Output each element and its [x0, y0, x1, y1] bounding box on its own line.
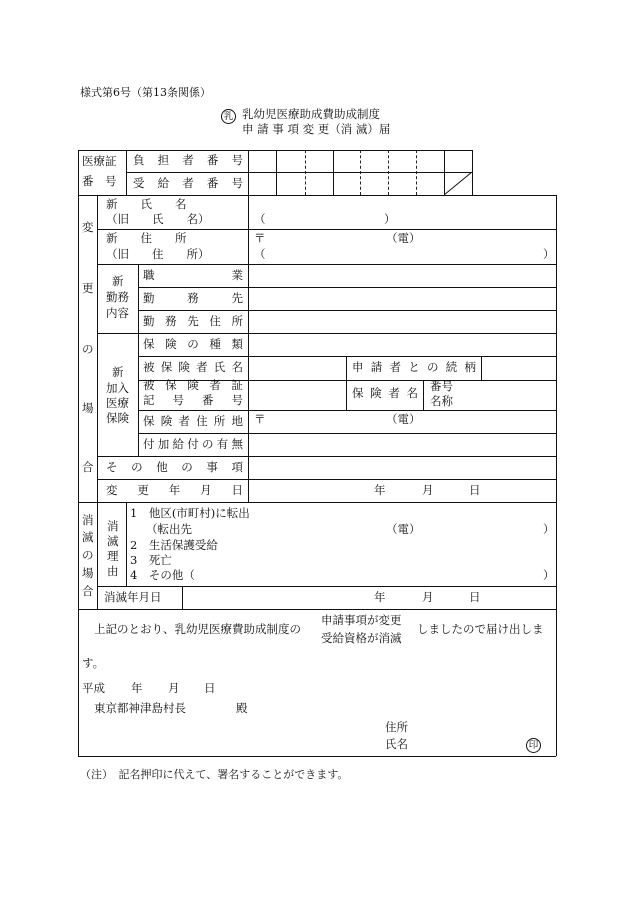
decl-month: 月 [168, 681, 180, 695]
sonota-label: そ の 他 の 事 項 [106, 460, 243, 474]
declaration-option-2: 受給資格が消滅 [321, 631, 402, 645]
shin-shimei: 新 氏 名 [106, 197, 187, 211]
dono: 殿 [236, 701, 248, 715]
form-number: 様式第6号（第13条関係） [80, 86, 211, 99]
kyu-jusho: （旧 住 所） [106, 247, 210, 261]
shoban-label-2: 記 号 番 号 [143, 393, 243, 407]
riyu-char-3: 理 [107, 549, 119, 563]
bango-label: 番号 [430, 379, 453, 393]
jusho-tel: （電） [386, 231, 421, 245]
kinmusaki-jusho-label: 勤 務 先 住 所 [143, 314, 243, 328]
riyu-char-4: 由 [107, 564, 119, 578]
reason-tel: （電） [386, 522, 421, 536]
shimei-label: 氏名 [385, 737, 408, 751]
hokensha-tel: （電） [386, 412, 421, 426]
shimei-close-paren: ） [384, 212, 396, 226]
shoban-label-1: 被 保 険 者 証 [143, 378, 243, 392]
hoken-shurui-label: 保 険 の 種 類 [143, 337, 243, 351]
zokugara-label: 申 請 者 と の 続 柄 [352, 360, 476, 374]
kanyu-label-2: 加入 [106, 381, 129, 395]
henko-char-2: 更 [82, 281, 94, 295]
jusho-label: 住所 [385, 720, 408, 734]
check-digit-slash [444, 172, 473, 195]
henko-char-3: の [82, 342, 94, 356]
addressee: 東京都神津島村長 [94, 701, 186, 715]
reason-1: 1 他区(市町村)に転出 [130, 506, 250, 520]
shometsu-char-2: 滅 [82, 530, 94, 544]
iryo-label-1: 医療証 [82, 154, 117, 168]
declaration-end: す。 [82, 656, 105, 670]
reason-4: 4 その他（ [130, 568, 195, 582]
hokensha-mei-label: 保 険 者 名 [352, 386, 418, 400]
iryo-label-2: 番 号 [82, 174, 117, 188]
shometsu-month: 月 [422, 590, 434, 604]
henko-char-4: 場 [82, 401, 94, 415]
shokugyo-label: 職 業 [143, 268, 243, 282]
jusho-postal: 〒 [254, 231, 266, 245]
title-mark: 乳 [221, 109, 236, 124]
henko-ymd-label: 変 更 年 月 日 [106, 483, 243, 497]
heisei: 平成 [82, 681, 105, 695]
note: （注） 記名押印に代えて、署名することができます。 [80, 768, 349, 781]
shometsu-year: 年 [374, 590, 386, 604]
henko-year: 年 [374, 483, 386, 497]
shometsu-ymd-label: 消滅年月日 [104, 590, 162, 604]
title-line-1: 乳幼児医療助成費助成制度 [242, 107, 380, 121]
shometsu-char-4: 場 [82, 566, 94, 580]
riyu-char-2: 滅 [107, 534, 119, 548]
hihokensha-shimei-label: 被 保 険 者 氏 名 [143, 360, 243, 374]
hokensha-jusho-label: 保 険 者 住 所 地 [143, 414, 243, 428]
kinmusaki-label: 勤 務 先 [143, 291, 243, 305]
jusho-open-paren: （ [254, 247, 266, 261]
kinmu-label-2: 勤務 [106, 290, 129, 304]
kyu-shimei: （旧 氏 名） [106, 212, 210, 226]
jusho-close-paren: ） [543, 247, 555, 261]
reason-1b-close: ） [543, 522, 555, 536]
riyu-char-1: 消 [107, 519, 119, 533]
shometsu-char-3: の [82, 548, 94, 562]
fuka-kyufu-label: 付 加 給 付 の 有 無 [143, 437, 243, 451]
reason-4-close: ） [543, 568, 555, 582]
reason-1b: （転出先 [146, 522, 192, 536]
shimei-open-paren: （ [254, 212, 266, 226]
title-line-2: 申 請 事 項 変 更（消 滅）届 [242, 122, 391, 136]
kinmu-label-3: 内容 [106, 306, 129, 320]
declaration-post: しましたので届け出しま [417, 622, 544, 636]
henko-day: 日 [469, 483, 481, 497]
shometsu-day: 日 [469, 590, 481, 604]
kanyu-label-4: 保険 [106, 411, 129, 425]
futansha-label: 負 担 者 番 号 [133, 153, 243, 167]
decl-day: 日 [204, 681, 216, 695]
meisho-label: 名称 [430, 394, 453, 408]
reason-2: 2 生活保護受給 [130, 538, 218, 552]
declaration-option-1: 申請事項が変更 [321, 613, 402, 627]
kanyu-label-1: 新 [112, 365, 124, 379]
decl-year: 年 [131, 681, 143, 695]
reason-3: 3 死亡 [130, 553, 172, 567]
seal-mark: 印 [526, 738, 541, 753]
henko-char-5: 合 [82, 460, 94, 474]
jukyusha-label: 受 給 者 番 号 [133, 176, 243, 190]
shometsu-char-5: 合 [82, 584, 94, 598]
henko-char-1: 変 [82, 220, 94, 234]
declaration-pre: 上記のとおり、乳幼児医療費助成制度の [94, 622, 301, 636]
shin-jusho: 新 住 所 [106, 231, 187, 245]
shometsu-char-1: 消 [82, 513, 94, 527]
kanyu-label-3: 医療 [106, 396, 129, 410]
kinmu-label-1: 新 [112, 274, 124, 288]
henko-month: 月 [422, 483, 434, 497]
hokensha-postal: 〒 [254, 412, 266, 426]
